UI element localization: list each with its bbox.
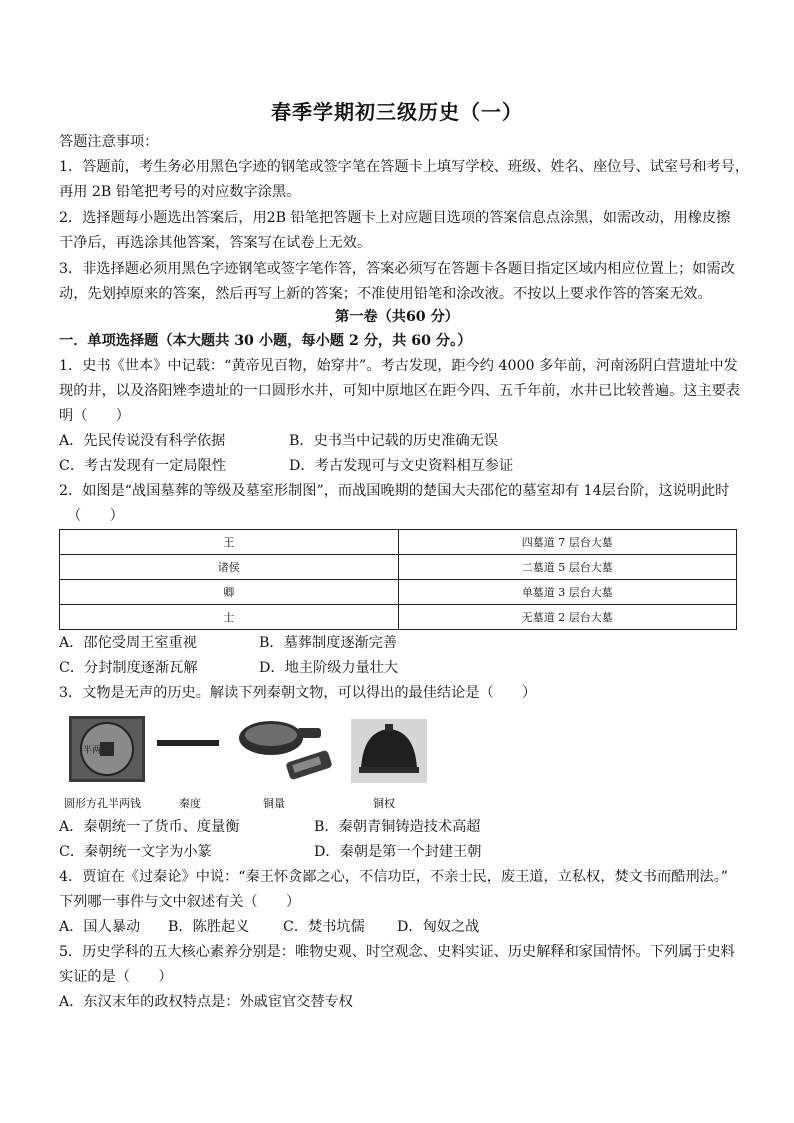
coin-inscription: 半两: [83, 746, 102, 756]
question-3-stem: 3．文物是无声的历史。解读下列秦朝文物，可以得出的最佳结论是（ ）: [59, 685, 537, 701]
notice-line: 3．非选择题必须用黑色字迹钢笔或签字笔作答，答案必须写在答题卡各题目指定区域内相应位置上；如需改: [59, 261, 735, 277]
q1-option-d: D．考古发现可与文史资料相互参证: [289, 458, 514, 474]
question-1-line: 现的井，以及洛阳矬李遗址的一口圆形水井，可知中原地区在距今四、五千年前，水井已比较普遍。这主要表: [59, 383, 741, 399]
table-cell-tomb: 单墓道 3 层台大墓: [398, 580, 737, 605]
caption-ruler: 秦度: [179, 797, 201, 810]
caption-bronze-measure: 铜量: [263, 797, 285, 810]
bronze-weight-image: [351, 719, 427, 783]
q4-option-c: C．焚书坑儒: [283, 919, 365, 935]
table-row: [60, 580, 737, 605]
q2-option-a: A．邵佗受周王室重视: [59, 635, 197, 651]
q1-option-c: C．考古发现有一定局限性: [59, 458, 226, 474]
bronze-measure-image: [235, 716, 337, 780]
notice-line: 2．选择题每小题选出答案后，用2B 铅笔把答题卡上对应题目选项的答案信息点涂黑，如需改动，用橡皮擦: [59, 210, 731, 226]
table-cell-tomb: 二墓道 5 层台大墓: [398, 555, 737, 580]
q3-option-d: D．秦朝是第一个封建王朝: [314, 844, 482, 860]
question-4-line: 下列哪一事件与文中叙述有关（ ）: [59, 894, 301, 910]
notice-heading: 答题注意事项：: [59, 134, 159, 150]
q2-option-d: D．地主阶级力量壮大: [259, 660, 399, 676]
question-5-line: 实证的是（ ）: [59, 969, 173, 985]
table-cell-tomb: 四墓道 7 层台大墓: [398, 530, 737, 555]
q1-option-b: B．史书当中记载的历史准确无误: [289, 433, 499, 449]
notice-line: 动，先划掉原来的答案，然后再写上新的答案；不准使用铅笔和涂改液。不按以上要求作答的答案无效。: [59, 286, 712, 302]
notice-line: 干净后，再选涂其他答案，答案写在试卷上无效。: [59, 235, 372, 251]
table-cell-rank: 卿: [60, 580, 399, 605]
notice-line: 1．答题前，考生务必用黑色字迹的钢笔或签字笔在答题卡上填写学校、班级、姓名、座位号、试室号和考号，: [59, 159, 750, 175]
coin-image: [69, 716, 145, 782]
q4-option-a: A．国人暴动: [59, 919, 141, 935]
question-2-line: 2．如图是“战国墓葬的等级及墓室形制图”，而战国晚期的楚国大夫邵佗的墓室却有 14层台阶，这说明此时: [59, 483, 730, 499]
q5-option-a: A．东汉末年的政权特点是：外戚宦官交替专权: [59, 994, 353, 1010]
q2-option-c: C．分封制度逐渐瓦解: [59, 660, 198, 676]
question-1-line: 1．史书《世本》中记载：“黄帝见百物，始穿井”。考古发现，距今约 4000 多年前，河南汤阴白营遗址中发: [59, 358, 738, 374]
table-cell-tomb: 无墓道 2 层台大墓: [398, 605, 737, 630]
table-cell-rank: 诸侯: [60, 555, 399, 580]
section-title: 一．单项选择题（本大题共 30 小题，每小题 2 分，共 60 分。）: [59, 333, 472, 349]
table-row: [60, 555, 737, 580]
q3-option-a: A．秦朝统一了货币、度量衡: [59, 819, 240, 835]
q2-option-b: B．墓葬制度逐渐完善: [259, 635, 398, 651]
caption-bronze-weight: 铜权: [373, 797, 395, 810]
q4-option-b: B．陈胜起义: [168, 919, 250, 935]
tomb-grade-table: [59, 529, 737, 630]
q3-option-c: C．秦朝统一文字为小篆: [59, 844, 212, 860]
table-row: [60, 530, 737, 555]
q1-option-a: A．先民传说没有科学依据: [59, 433, 226, 449]
q4-option-d: D．匈奴之战: [397, 919, 480, 935]
table-cell-rank: 士: [60, 605, 399, 630]
page-title: 春季学期初三级历史（一）: [271, 100, 523, 124]
table-row: [60, 605, 737, 630]
question-4-line: 4．贾谊在《过秦论》中说：“秦王怀贪鄙之心，不信功臣，不亲士民，废王道，立私权，焚文书而酷刑法。”: [59, 869, 729, 885]
question-2-line: （ ）: [67, 508, 124, 524]
caption-coin: 圆形方孔半两钱: [64, 797, 141, 810]
q3-option-b: B．秦朝青铜铸造技术高超: [314, 819, 481, 835]
ruler-image: [157, 738, 219, 748]
part-title: 第一卷（共60 分）: [335, 309, 459, 325]
question-5-line: 5．历史学科的五大核心素养分别是：唯物史观、时空观念、史料实证、历史解释和家国情怀。下列属于史料: [59, 944, 735, 960]
question-1-line: 明（ ）: [59, 408, 130, 424]
notice-line: 再用 2B 铅笔把考号的对应数字涂黑。: [59, 184, 301, 200]
table-cell-rank: 王: [60, 530, 399, 555]
